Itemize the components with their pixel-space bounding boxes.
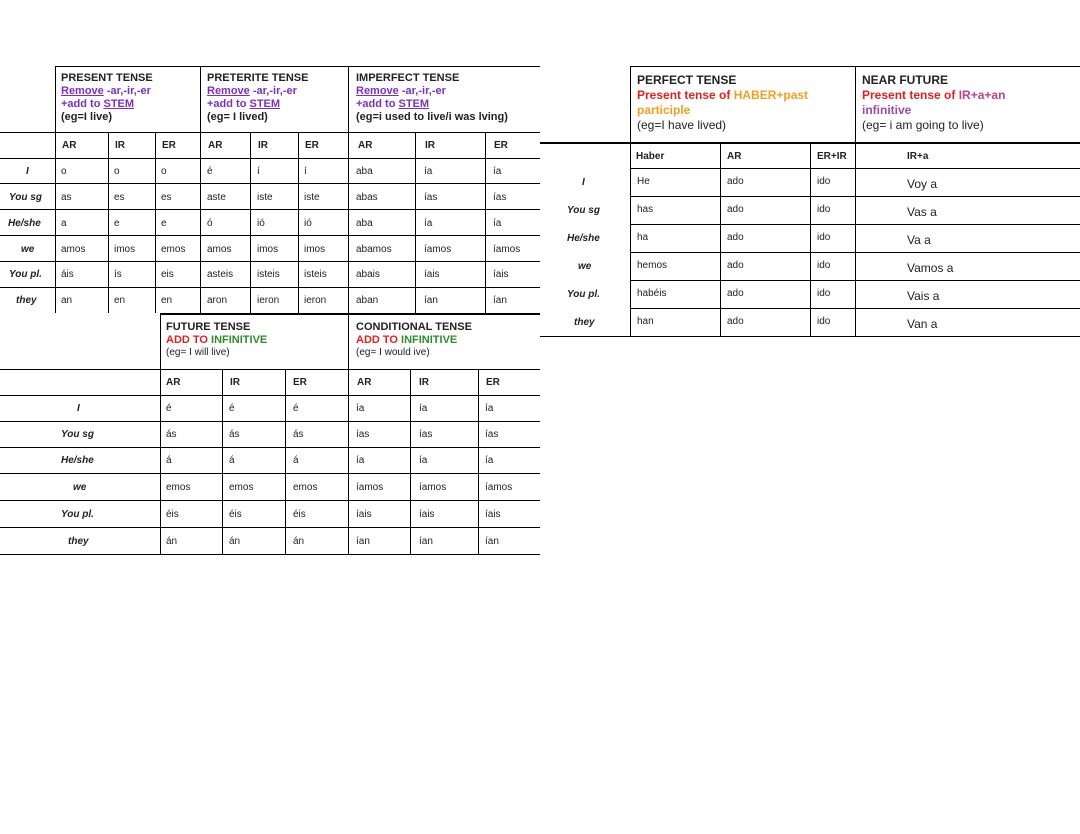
top-col-header: IR — [425, 140, 435, 151]
ending-cell: ado — [727, 176, 744, 187]
ending-cell: imos — [114, 244, 136, 255]
present-example: (eg=I live) — [61, 111, 113, 123]
imperfect-remove-text: Remove — [356, 85, 399, 97]
conditional-example: (eg= I would ive) — [356, 347, 430, 358]
top-col-header: AR — [62, 140, 77, 151]
ending-cell: í — [304, 166, 307, 177]
top-col-header: IR — [115, 140, 125, 151]
present-tense-header — [61, 72, 153, 124]
right-pronoun-you-sg: You sg — [567, 205, 600, 216]
ending-cell: ás — [293, 429, 304, 440]
ending-cell: ieron — [304, 295, 327, 306]
top-pronoun-you-pl: You pl. — [9, 269, 42, 280]
near-future-title: NEAR FUTURE — [862, 73, 948, 87]
ending-cell: Vamos a — [907, 261, 954, 275]
ending-cell: ió — [304, 218, 312, 229]
ending-cell: ido — [817, 260, 831, 271]
ending-cell: ha — [637, 232, 649, 243]
ending-cell: é — [207, 166, 213, 177]
ending-cell: íamos — [493, 244, 521, 255]
ending-cell: es — [114, 192, 125, 203]
ending-cell: hemos — [637, 260, 668, 271]
ending-cell: ía — [419, 455, 428, 466]
ending-cell: imos — [304, 244, 326, 255]
top-col-header: ER — [494, 140, 508, 151]
top-col-header: AR — [358, 140, 373, 151]
bottom-pronoun-i: I — [77, 403, 80, 414]
bottom-pronoun-you-pl: You pl. — [61, 509, 94, 520]
ending-cell: ían — [419, 536, 433, 547]
near-future-ir-text: IR+a+an — [958, 88, 1006, 102]
future-tense-header — [166, 321, 267, 358]
ending-cell: ía — [356, 455, 365, 466]
ending-cell: ía — [424, 166, 433, 177]
ending-cell: ado — [727, 316, 744, 327]
ending-cell: abas — [356, 192, 378, 203]
imperfect-add-text: +add to — [356, 98, 399, 110]
right-col-header: AR — [727, 151, 742, 162]
ending-cell: ado — [727, 204, 744, 215]
ending-cell: Vas a — [907, 205, 937, 219]
ending-cell: í — [257, 166, 260, 177]
present-endings-text: -ar,-ir,-er — [103, 85, 151, 97]
perfect-tense-header — [637, 73, 808, 132]
ending-cell: ía — [493, 166, 502, 177]
ending-cell: isteis — [304, 269, 327, 280]
ending-cell: íamos — [424, 244, 452, 255]
present-stem-text: STEM — [103, 98, 135, 110]
ending-cell: aste — [207, 192, 226, 203]
right-col-header: IR+a — [907, 151, 929, 162]
bottom-col-header: ER — [293, 377, 307, 388]
ending-cell: imos — [257, 244, 279, 255]
top-pronoun-we: we — [21, 244, 35, 255]
present-tense-title: PRESENT TENSE — [61, 72, 153, 84]
bottom-col-header: AR — [357, 377, 372, 388]
ending-cell: has — [637, 204, 654, 215]
bottom-col-header: AR — [166, 377, 181, 388]
imperfect-stem-text: STEM — [398, 98, 430, 110]
ending-cell: ás — [166, 429, 177, 440]
bottom-pronoun-we: we — [73, 482, 87, 493]
ending-cell: ía — [485, 403, 494, 414]
ending-cell: íamos — [419, 482, 447, 493]
perfect-haber-text: HABER+past — [733, 88, 809, 102]
ending-cell: abais — [356, 269, 380, 280]
ending-cell: ieron — [257, 295, 280, 306]
ending-cell: amos — [61, 244, 86, 255]
ending-cell: ían — [485, 536, 499, 547]
top-pronoun-i: I — [26, 166, 29, 177]
future-infinitive-text: INFINITIVE — [211, 334, 268, 346]
ending-cell: ó — [207, 218, 213, 229]
ending-cell: ido — [817, 204, 831, 215]
ending-cell: íais — [485, 509, 501, 520]
present-add-text: +add to — [61, 98, 104, 110]
top-pronoun-you-sg: You sg — [9, 192, 42, 203]
future-add-text: ADD TO — [166, 334, 212, 346]
near-future-header — [862, 73, 1005, 132]
top-col-header: ER — [305, 140, 319, 151]
ending-cell: án — [166, 536, 178, 547]
ending-cell: éis — [229, 509, 242, 520]
ending-cell: ís — [114, 269, 122, 280]
preterite-example: (eg= I lived) — [207, 111, 268, 123]
ending-cell: á — [293, 455, 299, 466]
ending-cell: aban — [356, 295, 379, 306]
bottom-col-header: IR — [419, 377, 429, 388]
ending-cell: ido — [817, 232, 831, 243]
right-col-header: ER+IR — [817, 151, 847, 162]
ending-cell: é — [293, 403, 299, 414]
bottom-col-header: ER — [486, 377, 500, 388]
top-col-header: ER — [162, 140, 176, 151]
ending-cell: ido — [817, 288, 831, 299]
ending-cell: ado — [727, 232, 744, 243]
ending-cell: íais — [493, 269, 509, 280]
ending-cell: Voy a — [907, 177, 938, 191]
ending-cell: ías — [419, 429, 433, 440]
ending-cell: Vais a — [907, 289, 940, 303]
ending-cell: en — [161, 295, 173, 306]
ending-cell: asteis — [207, 269, 234, 280]
ending-cell: abamos — [356, 244, 392, 255]
imperfect-tense-header — [356, 72, 508, 124]
ending-cell: íais — [424, 269, 440, 280]
right-pronoun-i: I — [582, 177, 585, 188]
ending-cell: aba — [356, 166, 373, 177]
ending-cell: isteis — [257, 269, 280, 280]
ending-cell: ás — [229, 429, 240, 440]
bottom-pronoun-they: they — [68, 536, 89, 547]
preterite-tense-header — [207, 72, 308, 124]
near-future-example: (eg= i am going to live) — [862, 118, 984, 132]
preterite-stem-text: STEM — [249, 98, 281, 110]
bottom-col-header: IR — [230, 377, 240, 388]
ending-cell: ía — [424, 218, 433, 229]
ending-cell: ían — [424, 295, 438, 306]
top-pronoun-he-she: He/she — [8, 218, 41, 229]
ending-cell: ía — [485, 455, 494, 466]
right-pronoun-we: we — [578, 261, 592, 272]
preterite-endings-text: -ar,-ir,-er — [249, 85, 297, 97]
ending-cell: án — [293, 536, 305, 547]
preterite-remove-text: Remove — [207, 85, 250, 97]
ending-cell: án — [229, 536, 241, 547]
ending-cell: éis — [293, 509, 306, 520]
ending-cell: ías — [493, 192, 507, 203]
top-col-header: AR — [208, 140, 223, 151]
conditional-infinitive-text: INFINITIVE — [401, 334, 458, 346]
ending-cell: á — [166, 455, 172, 466]
ending-cell: e — [161, 218, 167, 229]
ending-cell: ido — [817, 316, 831, 327]
ending-cell: aba — [356, 218, 373, 229]
ending-cell: éis — [166, 509, 179, 520]
ending-cell: o — [61, 166, 67, 177]
present-remove-text: Remove — [61, 85, 104, 97]
ending-cell: ían — [493, 295, 507, 306]
conditional-add-text: ADD TO — [356, 334, 402, 346]
near-future-present-text: Present tense of — [862, 88, 959, 102]
perfect-participle-text: participle — [637, 103, 691, 117]
imperfect-endings-text: -ar,-ir,-er — [398, 85, 446, 97]
ending-cell: ías — [485, 429, 499, 440]
right-col-header: Haber — [636, 151, 665, 162]
right-pronoun-they: they — [574, 317, 595, 328]
perfect-example: (eg=I have lived) — [637, 118, 727, 132]
ending-cell: é — [166, 403, 172, 414]
ending-cell: ías — [424, 192, 438, 203]
ending-cell: ía — [356, 403, 365, 414]
ending-cell: ado — [727, 260, 744, 271]
ending-cell: ía — [493, 218, 502, 229]
perfect-tense-title: PERFECT TENSE — [637, 73, 737, 87]
ending-cell: ías — [356, 429, 370, 440]
right-pronoun-you-pl: You pl. — [567, 289, 600, 300]
future-tense-title: FUTURE TENSE — [166, 321, 251, 333]
ending-cell: emos — [293, 482, 318, 493]
ending-cell: ido — [817, 176, 831, 187]
ending-cell: íais — [356, 509, 372, 520]
ending-cell: a — [61, 218, 67, 229]
ending-cell: emos — [229, 482, 254, 493]
ending-cell: Van a — [907, 317, 938, 331]
ending-cell: á — [229, 455, 235, 466]
ending-cell: eis — [161, 269, 174, 280]
ending-cell: as — [61, 192, 72, 203]
ending-cell: iste — [304, 192, 320, 203]
imperfect-tense-title: IMPERFECT TENSE — [356, 72, 460, 84]
preterite-add-text: +add to — [207, 98, 250, 110]
ending-cell: é — [229, 403, 235, 414]
ending-cell: iste — [257, 192, 273, 203]
ending-cell: Va a — [907, 233, 931, 247]
ending-cell: ían — [356, 536, 370, 547]
conditional-tense-title: CONDITIONAL TENSE — [356, 321, 472, 333]
ending-cell: íais — [419, 509, 435, 520]
near-future-infinitive-text: infinitive — [862, 103, 912, 117]
bottom-pronoun-you-sg: You sg — [61, 429, 94, 440]
ending-cell: He — [637, 176, 650, 187]
preterite-tense-title: PRETERITE TENSE — [207, 72, 309, 84]
ending-cell: en — [114, 295, 126, 306]
ending-cell: ió — [257, 218, 265, 229]
top-col-header: IR — [258, 140, 268, 151]
ending-cell: íamos — [485, 482, 513, 493]
ending-cell: habéis — [637, 288, 667, 299]
ending-cell: e — [114, 218, 120, 229]
ending-cell: ado — [727, 288, 744, 299]
imperfect-example: (eg=i used to live/i was lving) — [356, 111, 508, 123]
right-pronoun-he-she: He/she — [567, 233, 600, 244]
ending-cell: áis — [61, 269, 74, 280]
ending-cell: emos — [161, 244, 186, 255]
conditional-tense-header — [356, 321, 472, 358]
ending-cell: han — [637, 316, 654, 327]
ending-cell: íamos — [356, 482, 384, 493]
ending-cell: an — [61, 295, 73, 306]
bottom-pronoun-he-she: He/she — [61, 455, 94, 466]
ending-cell: o — [161, 166, 167, 177]
ending-cell: ía — [419, 403, 428, 414]
top-pronoun-they: they — [16, 295, 37, 306]
future-example: (eg= I will live) — [166, 347, 230, 358]
perfect-present-text: Present tense of — [637, 88, 734, 102]
ending-cell: aron — [207, 295, 228, 306]
ending-cell: emos — [166, 482, 191, 493]
ending-cell: o — [114, 166, 120, 177]
ending-cell: es — [161, 192, 172, 203]
ending-cell: amos — [207, 244, 232, 255]
